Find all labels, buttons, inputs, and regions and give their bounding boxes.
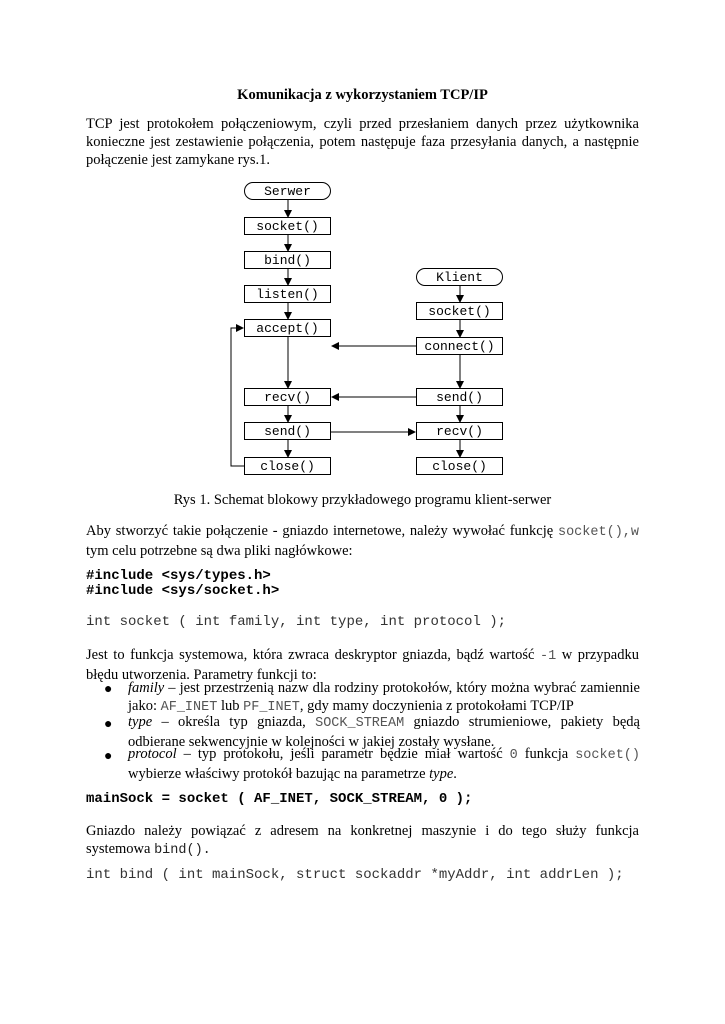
box-serwer: Serwer	[244, 182, 331, 200]
box-client-recv: recv()	[416, 422, 503, 440]
inline-code-socket: socket(),w	[557, 525, 639, 540]
bullet-icon: ●	[104, 717, 113, 732]
inline-code-minus-one: -1	[540, 649, 557, 664]
include-types: #include <sys/types.h>	[86, 568, 271, 584]
box-klient: Klient	[416, 268, 503, 286]
bullet-icon: ●	[104, 682, 113, 697]
box-server-bind: bind()	[244, 251, 331, 269]
box-server-socket: socket()	[244, 217, 331, 235]
box-server-accept: accept()	[244, 319, 331, 337]
box-server-send: send()	[244, 422, 331, 440]
box-server-close: close()	[244, 457, 331, 475]
box-server-recv: recv()	[244, 388, 331, 406]
mainsock-call: mainSock = socket ( AF_INET, SOCK_STREAM, 0 );	[86, 791, 473, 807]
box-client-close: close()	[416, 457, 503, 475]
bullet-icon: ●	[104, 749, 113, 764]
box-client-socket: socket()	[416, 302, 503, 320]
socket-prototype: int socket ( int family, int type, int protocol );	[86, 614, 507, 630]
paragraph-socket-intro: Aby stworzyć takie połączenie - gniazdo internetowe, należy wywołać funkcję socket(),w tym celu potrzebne są dwa pliki nagłówkowe:	[86, 523, 639, 559]
figure-caption: Rys 1. Schemat blokowy przykładowego programu klient-serwer	[173, 492, 552, 508]
inline-code-bind: bind().	[154, 843, 211, 858]
arrow-loop-close-accept	[231, 328, 244, 466]
intro-paragraph: TCP jest protokołem połączeniowym, czyli przed przesłaniem danych przez użytkownika konieczne jest zestawienie połączenia, potem następuje faza przesyłania danych, a następnie połączenie jest zamykane rys.1.	[86, 116, 639, 168]
bullet-protocol: protocol – typ protokołu, jeśli parametr będzie miał wartość 0 funkcja socket() wybierze właściwy protokół bazując na parametrze type.	[128, 746, 640, 782]
page-title: Komunikacja z wykorzystaniem TCP/IP	[237, 87, 488, 103]
box-client-send: send()	[416, 388, 503, 406]
paragraph-bind: Gniazdo należy powiązać z adresem na konkretnej maszynie i do tego służy funkcja systemowa bind().	[86, 823, 639, 858]
box-server-listen: listen()	[244, 285, 331, 303]
include-socket: #include <sys/socket.h>	[86, 583, 280, 599]
bullet-type: type – określa typ gniazda, SOCK_STREAM gniazdo strumieniowe, pakiety będą odbierane sekwencyjnie w kolejności w jakiej zostały wysłane.	[128, 714, 640, 750]
bullet-family: family – jest przestrzenią nazw dla rodziny protokołów, który można wybrać zamiennie jako: AF_INET lub PF_INET, gdy mamy doczynienia z protokołami TCP/IP	[128, 680, 640, 715]
bind-prototype: int bind ( int mainSock, struct sockaddr *myAddr, int addrLen );	[86, 867, 624, 883]
box-client-connect: connect()	[416, 337, 503, 355]
paragraph-socket-return: Jest to funkcja systemowa, która zwraca deskryptor gniazda, bądź wartość -1 w przypadku błędu utworzenia. Parametry funkcji to:	[86, 647, 639, 683]
